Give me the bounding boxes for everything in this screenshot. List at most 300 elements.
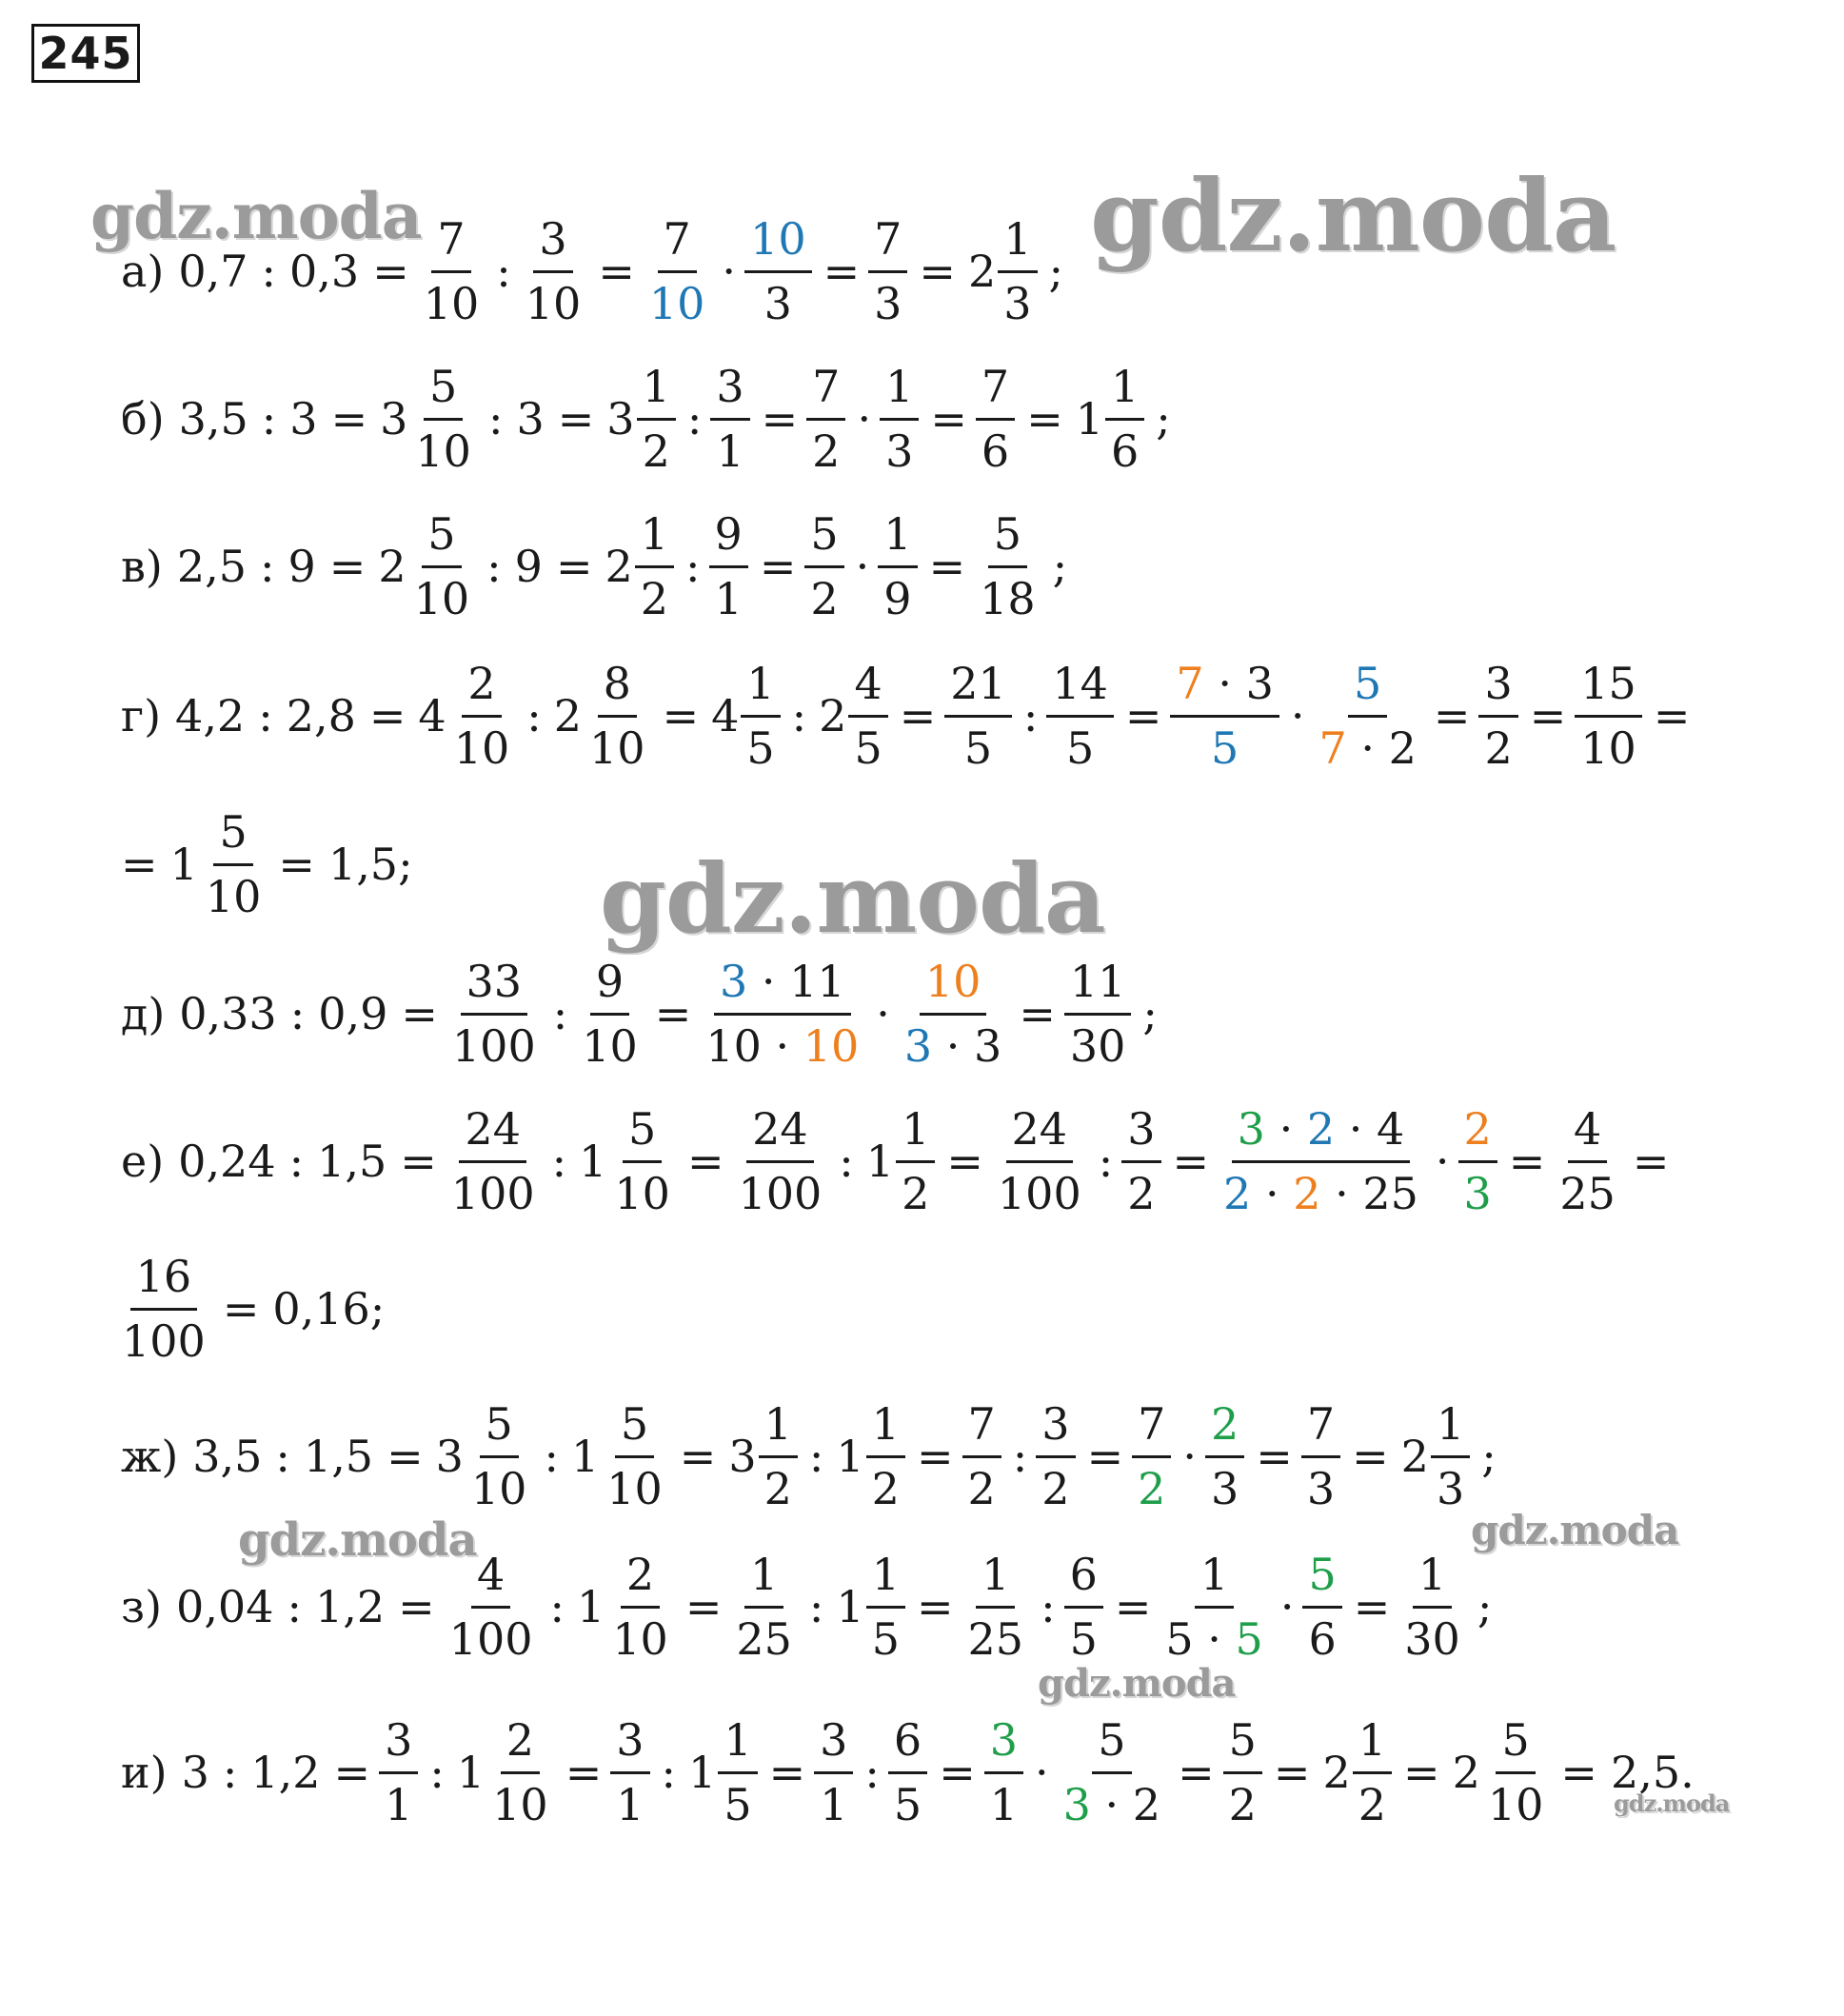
denominator: [576, 1016, 644, 1073]
math-symbol: :: [487, 393, 504, 445]
numerator: [759, 1397, 798, 1457]
denominator: [868, 273, 907, 330]
mixed-number: [1317, 1713, 1397, 1830]
math-text: 2: [467, 658, 496, 710]
math-text: 7: [967, 1398, 996, 1451]
fraction: [759, 1397, 798, 1514]
math-symbol: :: [1041, 1581, 1056, 1632]
fraction: [1575, 657, 1642, 774]
denominator: [880, 421, 919, 478]
math-symbol: =: [1178, 1747, 1215, 1798]
math-symbol: ·: [1435, 1136, 1450, 1187]
numerator: [984, 1713, 1023, 1773]
math-text: 2: [1211, 1398, 1239, 1451]
denominator: [741, 718, 780, 775]
denominator: [718, 1774, 757, 1831]
fraction: [803, 507, 848, 624]
math-symbol: :: [661, 1747, 677, 1798]
math-text: 10: [612, 1612, 668, 1665]
math-symbol: :: [808, 1581, 824, 1632]
fraction: [708, 360, 754, 477]
numerator: [998, 212, 1037, 272]
fraction: [962, 1548, 1030, 1665]
fraction: [972, 507, 1046, 624]
mixed-number: [548, 657, 656, 774]
math-symbol: ·: [1290, 690, 1305, 741]
math-text: 3: [1211, 1462, 1239, 1514]
math-text: 3: [1062, 1778, 1091, 1830]
math-text: 25: [736, 1612, 792, 1665]
numerator: [615, 1397, 654, 1457]
mixed-number: [861, 1102, 941, 1219]
math-symbol: 0,3: [289, 246, 360, 297]
numerator: [501, 1713, 540, 1773]
denominator: [1313, 718, 1421, 775]
fraction: [741, 657, 780, 774]
denominator: [1398, 1609, 1466, 1666]
math-symbol: ·: [876, 988, 890, 1039]
math-text: 2: [1041, 1462, 1070, 1514]
math-text: 5: [219, 806, 248, 859]
fraction: [998, 212, 1037, 329]
denominator: [635, 568, 674, 625]
math-symbol: ;: [1052, 541, 1068, 592]
math-text: 10: [582, 1019, 638, 1072]
numerator: [1105, 360, 1144, 420]
math-text: 10: [803, 1019, 860, 1072]
fraction: [804, 507, 843, 624]
fraction: [1313, 657, 1421, 774]
numerator: [130, 1250, 198, 1310]
math-text: 100: [122, 1314, 206, 1367]
denominator: [1218, 1163, 1424, 1220]
math-text: 3: [1127, 1103, 1156, 1156]
numerator: [1478, 657, 1517, 717]
numerator: [814, 1713, 853, 1773]
whole-part: 2: [553, 690, 583, 741]
math-text: 100: [738, 1167, 823, 1219]
math-symbol: 1,5;: [327, 839, 413, 890]
fraction: [642, 212, 716, 329]
math-text: · 3: [932, 1019, 1002, 1072]
mixed-number: [599, 507, 679, 624]
math-text: 7: [874, 213, 902, 266]
numerator: [988, 507, 1027, 567]
math-text: 9: [595, 956, 625, 1008]
numerator: [1348, 657, 1387, 717]
fraction: [1482, 1713, 1550, 1830]
denominator: [866, 1609, 905, 1666]
denominator: [408, 568, 476, 625]
math-symbol: 0,7: [178, 246, 248, 297]
numerator: [804, 507, 843, 567]
fraction: [644, 212, 711, 329]
math-symbol: ·: [857, 393, 872, 445]
math-text: 2: [1463, 1103, 1492, 1156]
denominator: [709, 568, 748, 625]
math-text: 5: [1210, 721, 1239, 774]
fraction: [444, 1102, 545, 1219]
fraction: [445, 955, 546, 1072]
fraction: [1160, 1548, 1268, 1665]
math-text: 11: [1069, 956, 1126, 1008]
math-text: 1: [1436, 1398, 1465, 1451]
fraction: [743, 212, 817, 329]
math-symbol: =: [1529, 690, 1567, 741]
denominator: [1482, 1774, 1550, 1831]
math-text: 1: [642, 361, 670, 413]
whole-part: 1: [579, 1136, 607, 1187]
math-text: 2: [810, 572, 839, 624]
whole-part: 1: [836, 1431, 864, 1482]
denominator: [759, 1458, 798, 1515]
numerator: [1064, 1548, 1103, 1608]
math-text: · 4: [1335, 1103, 1405, 1156]
denominator: [1431, 1458, 1470, 1515]
whole-part: 2: [605, 541, 633, 592]
math-symbol: 1,2: [314, 1581, 386, 1632]
math-text: 10 ·: [705, 1019, 803, 1072]
fraction: [608, 1102, 676, 1219]
numerator: [709, 507, 748, 567]
whole-part: 4: [418, 690, 446, 741]
mixed-number: [683, 1713, 763, 1830]
whole-part: 1: [570, 1431, 600, 1482]
math-symbol: =: [222, 1283, 260, 1334]
numerator: [422, 507, 461, 567]
denominator: [1205, 1458, 1244, 1515]
numerator: [1568, 1102, 1607, 1162]
math-symbol: ·: [855, 541, 870, 592]
math-symbol: :: [222, 1747, 238, 1798]
whole-part: 1: [836, 1581, 864, 1632]
numerator: [461, 955, 528, 1015]
mixed-number: [573, 1102, 681, 1219]
math-symbol: =: [330, 393, 368, 445]
fraction: [520, 212, 587, 329]
math-text: 6: [1111, 425, 1140, 477]
fraction: [718, 1713, 757, 1830]
denominator: [584, 718, 651, 775]
mixed-number: [705, 657, 785, 774]
item-label: д): [121, 988, 166, 1039]
watermark: gdz.moda: [90, 179, 422, 253]
fraction: [1398, 1548, 1466, 1665]
fraction: [1221, 1713, 1267, 1830]
fraction: [709, 507, 748, 624]
mixed-number: [830, 1548, 910, 1665]
math-symbol: =: [565, 1747, 603, 1798]
fraction: [1216, 1102, 1429, 1219]
numerator: [1170, 657, 1279, 717]
math-text: 1: [724, 1714, 752, 1767]
math-symbol: =: [1560, 1747, 1597, 1798]
denominator: [848, 718, 887, 775]
math-symbol: ;: [1048, 246, 1064, 297]
fraction: [584, 657, 651, 774]
math-text: 6: [1069, 1549, 1098, 1601]
math-symbol: =: [768, 1747, 806, 1798]
math-symbol: :: [839, 1136, 854, 1187]
math-symbol: :: [261, 393, 277, 445]
denominator: [710, 421, 749, 478]
fraction: [1554, 1102, 1621, 1219]
math-text: 1: [981, 1549, 1010, 1601]
math-text: 1: [1418, 1549, 1447, 1601]
math-text: 1: [746, 658, 775, 710]
numerator: [741, 657, 780, 717]
math-text: 5: [1098, 1714, 1126, 1767]
whole-part: 2: [1322, 1747, 1351, 1798]
fraction: [486, 1713, 554, 1830]
math-text: 5: [1069, 1612, 1098, 1665]
math-text: 21: [950, 658, 1006, 710]
numerator: [1132, 1397, 1171, 1457]
math-text: 1: [616, 1778, 644, 1830]
numerator: [976, 1548, 1015, 1608]
math-text: 5: [620, 1398, 649, 1451]
fraction: [812, 1713, 858, 1830]
fraction: [990, 1102, 1092, 1219]
math-text: 2: [1138, 1462, 1166, 1514]
fraction: [848, 657, 887, 774]
math-text: 3: [719, 956, 748, 1008]
whole-part: 1: [865, 1136, 895, 1187]
math-symbol: =: [1433, 690, 1471, 741]
math-symbol: :: [864, 1747, 880, 1798]
mixed-number: [412, 657, 520, 774]
math-symbol: :: [808, 1431, 824, 1482]
math-text: · 25: [1320, 1167, 1418, 1219]
denominator: [732, 1163, 827, 1220]
math-symbol: =: [759, 541, 797, 592]
math-symbol: =: [1256, 1431, 1293, 1482]
math-symbol: =: [557, 393, 595, 445]
fraction: [1044, 657, 1119, 774]
fraction: [1457, 1102, 1502, 1219]
fraction: [1105, 360, 1144, 477]
math-text: 25: [967, 1612, 1024, 1665]
math-text: 14: [1052, 658, 1108, 710]
math-text: 10: [413, 572, 470, 624]
math-symbol: =: [1019, 988, 1056, 1039]
math-symbol: =: [916, 1431, 954, 1482]
fraction: [868, 212, 907, 329]
equation-line: [114, 802, 420, 926]
math-symbol: =: [1632, 1136, 1670, 1187]
fraction: [1062, 955, 1137, 1072]
math-symbol: 1,5: [317, 1136, 387, 1187]
numerator: [1301, 1397, 1340, 1457]
denominator: [446, 1163, 541, 1220]
fraction: [1036, 1397, 1075, 1514]
denominator: [409, 421, 477, 478]
whole-part: 2: [967, 246, 997, 297]
math-text: 3: [1041, 1398, 1070, 1451]
math-text: 100: [451, 1019, 536, 1072]
numerator: [880, 360, 919, 420]
numerator: [1496, 1713, 1535, 1773]
math-symbol: 4,2: [175, 690, 246, 741]
math-text: 3: [874, 277, 902, 329]
math-symbol: ;: [1477, 1581, 1493, 1632]
math-text: 30: [1404, 1612, 1460, 1665]
whole-part: 1: [456, 1747, 486, 1798]
mixed-number: [830, 1397, 910, 1514]
math-text: 7: [437, 213, 466, 266]
fraction: [806, 360, 845, 477]
numerator: [1195, 1548, 1234, 1608]
math-symbol: ·: [722, 246, 737, 297]
math-symbol: :: [275, 1431, 290, 1482]
fraction: [1058, 1713, 1166, 1830]
denominator: [610, 1774, 649, 1831]
math-symbol: 0,33: [179, 988, 277, 1039]
fraction: [962, 1397, 1001, 1514]
fraction: [200, 805, 268, 922]
math-symbol: :: [289, 988, 306, 1039]
math-text: 9: [883, 572, 912, 624]
numerator: [744, 1548, 783, 1608]
fraction: [707, 507, 753, 624]
math-text: 5: [485, 1398, 513, 1451]
equation-line: [114, 504, 1074, 628]
math-text: 100: [997, 1167, 1081, 1219]
math-symbol: :: [287, 1581, 302, 1632]
math-text: 2: [506, 1714, 535, 1767]
numerator: [462, 657, 501, 717]
math-text: 5: [1501, 1714, 1530, 1767]
math-text: 3: [1463, 1167, 1492, 1219]
math-text: 1: [640, 508, 669, 561]
math-symbol: =: [916, 1581, 954, 1632]
fraction: [804, 360, 850, 477]
fraction: [1477, 657, 1522, 774]
math-symbol: =: [761, 393, 799, 445]
math-symbol: 9: [514, 541, 543, 592]
equation-line: [114, 1394, 1503, 1518]
math-text: 10: [1487, 1778, 1544, 1830]
math-symbol: 2,5.: [1610, 1747, 1695, 1798]
whole-part: 3: [435, 1431, 464, 1482]
math-text: 1: [1358, 1714, 1387, 1767]
numerator: [896, 1102, 935, 1162]
fraction: [1132, 1397, 1171, 1514]
fraction: [466, 1397, 533, 1514]
fraction: [1064, 955, 1132, 1072]
numerator: [848, 657, 887, 717]
watermark: gdz.moda: [1038, 1661, 1236, 1706]
math-symbol: :: [261, 246, 277, 297]
math-text: 7: [663, 213, 691, 266]
math-text: 10: [205, 870, 262, 922]
numerator: [1232, 1102, 1411, 1162]
math-symbol: 3: [181, 1747, 209, 1798]
math-symbol: 1,5: [303, 1431, 374, 1482]
math-text: 25: [1559, 1167, 1616, 1219]
math-symbol: :: [1022, 690, 1039, 741]
math-text: 7: [812, 361, 841, 413]
math-symbol: =: [684, 1581, 723, 1632]
math-symbol: 0,16;: [272, 1283, 386, 1334]
fraction: [114, 1250, 216, 1367]
math-text: 3: [1484, 658, 1513, 710]
fraction: [876, 507, 922, 624]
math-text: 3: [385, 1714, 413, 1767]
numerator: [710, 360, 749, 420]
math-symbol: =: [372, 246, 409, 297]
numerator: [1223, 1713, 1262, 1773]
fraction: [744, 212, 812, 329]
math-symbol: =: [930, 393, 967, 445]
denominator: [608, 1163, 676, 1220]
math-text: 2: [812, 425, 841, 477]
math-text: 10: [453, 721, 510, 774]
fraction: [728, 1548, 803, 1665]
math-text: 7: [981, 361, 1010, 413]
equation-line: [114, 952, 1164, 1076]
math-text: 2: [871, 1462, 900, 1514]
mixed-number: [372, 507, 480, 624]
math-text: 2: [1358, 1778, 1387, 1830]
numerator: [744, 212, 812, 272]
fraction: [1034, 1397, 1080, 1514]
math-text: 4: [854, 658, 882, 710]
fraction: [1302, 1548, 1341, 1665]
fraction: [880, 360, 919, 477]
item-label: в): [121, 541, 163, 592]
numerator: [962, 1397, 1001, 1457]
math-text: 10: [525, 277, 582, 329]
math-text: 18: [980, 572, 1036, 624]
math-text: 2: [1127, 1167, 1156, 1219]
mixed-number: [723, 1397, 803, 1514]
fraction: [1120, 1102, 1165, 1219]
numerator: [976, 360, 1015, 420]
math-symbol: =: [598, 246, 635, 297]
math-symbol: =: [919, 246, 956, 297]
denominator: [992, 1163, 1087, 1220]
math-text: 3: [1306, 1462, 1336, 1514]
fraction: [976, 360, 1015, 477]
denominator: [878, 568, 917, 625]
math-symbol: :: [551, 1136, 567, 1187]
math-text: 5: [810, 508, 839, 561]
fraction: [1056, 1713, 1171, 1830]
math-text: 24: [1011, 1103, 1068, 1156]
fraction: [1168, 657, 1283, 774]
denominator: [1478, 718, 1517, 775]
math-text: · 3: [1203, 658, 1274, 710]
fraction: [1218, 1102, 1424, 1219]
math-symbol: 0,9: [318, 988, 388, 1039]
numerator: [598, 657, 637, 717]
math-text: 2: [763, 1462, 792, 1514]
fraction: [1311, 657, 1426, 774]
fraction: [576, 955, 644, 1072]
denominator: [1160, 1609, 1268, 1666]
math-symbol: =: [899, 690, 937, 741]
mixed-number: [374, 360, 482, 477]
math-symbol: =: [654, 988, 692, 1039]
fraction: [377, 1713, 423, 1830]
numerator: [424, 360, 463, 420]
math-symbol: =: [1353, 1581, 1391, 1632]
fraction: [982, 1713, 1028, 1830]
math-symbol: :: [496, 246, 511, 297]
fraction: [601, 1397, 668, 1514]
math-text: 10: [470, 1462, 527, 1514]
